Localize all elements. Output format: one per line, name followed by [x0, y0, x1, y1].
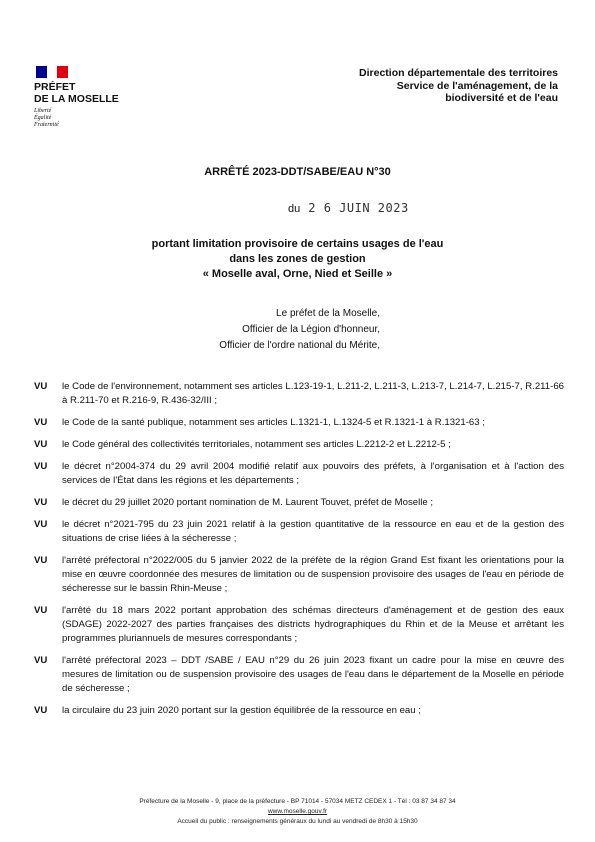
org-line-2: DE LA MOSELLE [34, 93, 119, 105]
decree-date [288, 201, 409, 215]
prefect-line-1: Le préfet de la Moselle, [276, 308, 380, 319]
direction-line-3: biodiversité et de l'eau [445, 92, 558, 104]
prefect-line-2: Officier de la Légion d'honneur, [242, 324, 380, 335]
republic-motto [34, 108, 144, 129]
vu-keyword: VU [34, 605, 48, 616]
vu-text: l'arrêté du 18 mars 2022 portant approbation des schémas directeurs d'aménagement et de gestion des eaux (SDAGE) 2022-2027 des parties françaises des districts hydrographiques du Rhin et de la Meuse et arrêtant les programmes pluriannuels de mesures correspondants ; [62, 605, 564, 644]
vu-text: le Code général des collectivités territoriales, notamment ses articles L.2212-2 et L.2212-5 ; [62, 439, 451, 450]
page-footer [0, 797, 595, 827]
vu-text: le Code de la santé publique, notamment ses articles L.1321-1, L.1324-5 et R.1321-1 à R.1321-63 ; [62, 417, 485, 428]
vu-text: le Code de l'environnement, notamment ses articles L.123-19-1, L.211-2, L.211-3, L.213-7, L.214-7, L.215-7, R.211-66 à R.211-70 et R.216-9, R.436-32/III ; [62, 381, 564, 406]
vu-keyword: VU [34, 655, 48, 666]
motto-fraternite: Fraternité [34, 122, 59, 128]
vu-keyword: VU [34, 381, 48, 392]
date-prefix: du [288, 203, 301, 215]
subject-line-3: « Moselle aval, Orne, Nied et Seille » [202, 268, 393, 280]
vu-text: l'arrêté préfectoral 2023 – DDT /SABE / EAU n°29 du 26 juin 2023 fixant un cadre pour la mise en œuvre des mesures de limitation ou de suspension provisoire des usages de l'eau dans le département de la Moselle en période de sécheresse ; [62, 655, 564, 694]
vu-keyword: VU [34, 497, 48, 508]
organization-name [34, 81, 144, 105]
vu-text: le décret du 29 juillet 2020 portant nomination de M. Laurent Touvet, préfet de Moselle ; [62, 497, 434, 508]
subject-line-1: portant limitation provisoire de certains usages de l'eau [151, 238, 444, 250]
vu-item [34, 704, 564, 718]
vu-text: la circulaire du 23 juin 2020 portant sur la gestion équilibrée de la ressource en eau ; [62, 705, 421, 716]
vu-item [34, 496, 564, 510]
vu-text: l'arrêté préfectoral n°2022/005 du 5 janvier 2022 de la préfète de la région Grand Est fixant les orientations pour la mise en œuvre coordonnée des mesures de limitation ou de suspension provisoire des usages de l'eau en période de sécheresse sur le bassin Rhin-Meuse ; [62, 555, 564, 594]
vu-text: le décret n°2004-374 du 29 avril 2004 modifié relatif aux pouvoirs des préfets, à l'organisation et à l'action des services de l'État dans les régions et les départements ; [62, 461, 564, 486]
vu-keyword: VU [34, 417, 48, 428]
vu-keyword: VU [34, 461, 48, 472]
motto-liberte: Liberté [34, 108, 52, 114]
vu-keyword: VU [34, 705, 48, 716]
decree-title: ARRÊTÉ 2023-DDT/SABE/EAU N°30 [204, 166, 391, 178]
vu-item [34, 438, 564, 452]
vu-item [34, 380, 564, 408]
decree-subject [0, 237, 595, 282]
footer-hours: Accueil du public : renseignements généraux du lundi au vendredi de 8h30 à 15h30 [177, 818, 418, 825]
vu-keyword: VU [34, 519, 48, 530]
vu-text: le décret n°2021-795 du 23 juin 2021 relatif à la gestion quantitative de la ressource en eau et de la gestion des situations de crise liées à la sécheresse ; [62, 519, 564, 544]
prefecture-logo [34, 66, 144, 129]
footer-website-link[interactable]: www.moselle.gouv.fr [267, 808, 328, 815]
date-stamp: 2 6 JUIN 2023 [308, 201, 409, 215]
vu-item [34, 518, 564, 546]
prefect-line-3: Officier de l'ordre national du Mérite, [219, 340, 380, 351]
direction-line-2: Service de l'aménagement, de la [396, 79, 558, 92]
direction-line-1: Direction départementale des territoires [359, 67, 558, 79]
motto-egalite: Égalité [34, 115, 52, 121]
vu-item [34, 416, 564, 430]
vu-keyword: VU [34, 555, 48, 566]
marianne-flag-icon [36, 66, 68, 78]
vu-item [34, 604, 564, 646]
direction-header [298, 67, 558, 105]
vu-item [34, 460, 564, 488]
flag-white [47, 66, 58, 78]
vu-item [34, 654, 564, 696]
flag-blue [36, 66, 47, 78]
vu-item [34, 554, 564, 596]
vu-list [34, 380, 564, 726]
flag-red [57, 66, 68, 78]
org-line-1: PRÉFET [34, 81, 76, 93]
subject-line-2: dans les zones de gestion [229, 253, 366, 265]
footer-address: Préfecture de la Moselle - 9, place de la préfecture - BP 71014 - 57034 METZ CEDEX 1 - Tél : 03 87 34 87 34 [139, 798, 456, 805]
prefect-titles [180, 306, 380, 354]
vu-keyword: VU [34, 439, 48, 450]
